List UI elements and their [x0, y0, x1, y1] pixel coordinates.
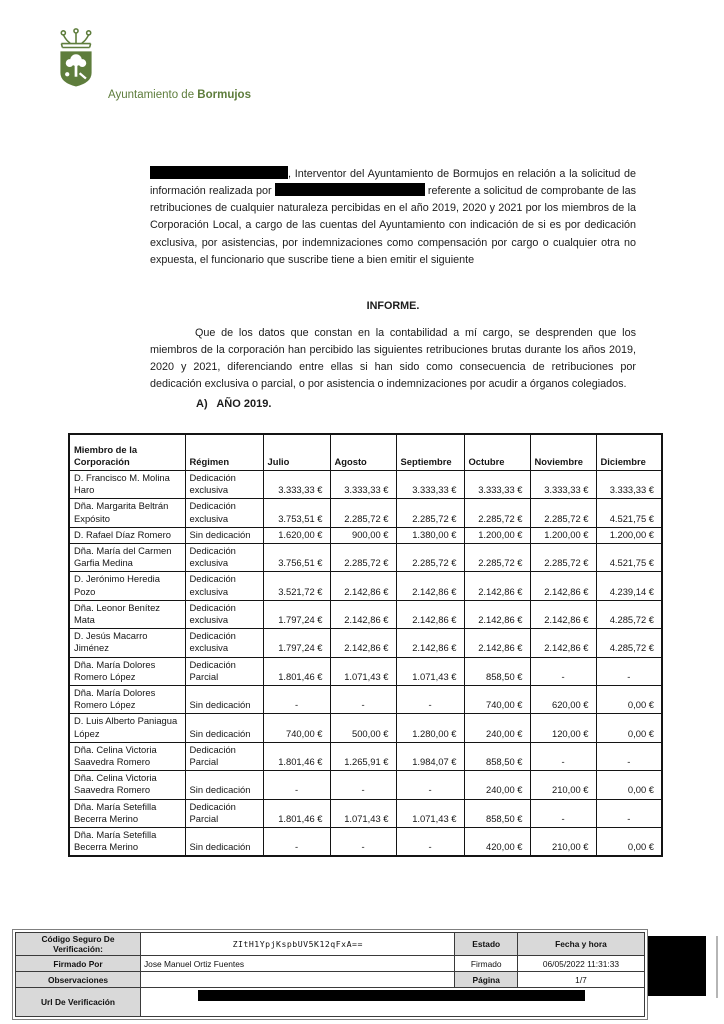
- member-name-cell: Dña. Leonor Benítez Mata: [69, 600, 185, 628]
- col-header-miembro: Miembro de la Corporación: [69, 434, 185, 471]
- table-row: [69, 544, 662, 572]
- amount-cell: 3.333,33 €: [530, 471, 596, 499]
- footer-row-observaciones: [16, 972, 645, 988]
- amount-cell: 2.142,86 €: [530, 600, 596, 628]
- ayuntamiento-logo: [56, 28, 251, 109]
- amount-cell: 3.333,33 €: [596, 471, 662, 499]
- amount-cell: 858,50 €: [464, 742, 530, 770]
- table-row: [69, 600, 662, 628]
- amount-cell: 1.200,00 €: [596, 527, 662, 543]
- pagina-value: 1/7: [517, 972, 644, 988]
- amount-cell: 2.142,86 €: [330, 629, 396, 657]
- member-name-cell: Dña. Celina Victoria Saavedra Romero: [69, 742, 185, 770]
- estado-value: Firmado: [455, 956, 517, 972]
- amount-cell: 2.285,72 €: [330, 499, 396, 527]
- amount-cell: 420,00 €: [464, 828, 530, 857]
- amount-cell: 240,00 €: [464, 714, 530, 742]
- firmado-por-label: Firmado Por: [16, 956, 141, 972]
- verification-footer: [12, 929, 648, 1020]
- amount-cell: 3.756,51 €: [263, 544, 330, 572]
- informe-heading: INFORME.: [366, 299, 420, 312]
- amount-cell: 1.801,46 €: [263, 799, 330, 827]
- verification-table: [15, 932, 645, 1017]
- footer-row-url: [16, 988, 645, 1017]
- amount-cell: 0,00 €: [596, 828, 662, 857]
- table-row: [69, 629, 662, 657]
- amount-cell: 0,00 €: [596, 686, 662, 714]
- amount-cell: 740,00 €: [263, 714, 330, 742]
- amount-cell: 2.285,72 €: [530, 544, 596, 572]
- observaciones-value: [140, 972, 455, 988]
- table-row: [69, 799, 662, 827]
- amount-cell: 3.333,33 €: [330, 471, 396, 499]
- amount-cell: 1.380,00 €: [396, 527, 464, 543]
- amount-cell: 2.142,86 €: [464, 600, 530, 628]
- amount-cell: -: [330, 686, 396, 714]
- regimen-cell: Dedicación Parcial: [185, 742, 263, 770]
- regimen-cell: Dedicación Parcial: [185, 657, 263, 685]
- amount-cell: 1.071,43 €: [330, 799, 396, 827]
- member-name-cell: Dña. María Dolores Romero López: [69, 657, 185, 685]
- retributions-table: [68, 433, 663, 857]
- amount-cell: 1.071,43 €: [330, 657, 396, 685]
- amount-cell: 0,00 €: [596, 771, 662, 799]
- salary-table-body: [69, 471, 662, 857]
- col-header-septiembre: Septiembre: [396, 434, 464, 471]
- table-header-row: [69, 434, 662, 471]
- fecha-value: 06/05/2022 11:31:33: [517, 956, 644, 972]
- amount-cell: 3.753,51 €: [263, 499, 330, 527]
- regimen-cell: Dedicación exclusiva: [185, 629, 263, 657]
- amount-cell: -: [330, 828, 396, 857]
- regimen-cell: Dedicación exclusiva: [185, 471, 263, 499]
- col-header-julio: Julio: [263, 434, 330, 471]
- amount-cell: 1.280,00 €: [396, 714, 464, 742]
- logo-text: [108, 89, 251, 101]
- amount-cell: -: [530, 799, 596, 827]
- regimen-cell: Sin dedicación: [185, 714, 263, 742]
- amount-cell: -: [263, 771, 330, 799]
- footer-row-firmado: [16, 956, 645, 972]
- member-name-cell: Dña. María Setefilla Becerra Merino: [69, 799, 185, 827]
- member-name-cell: Dña. María del Carmen Garfia Medina: [69, 544, 185, 572]
- table-row: [69, 527, 662, 543]
- amount-cell: -: [263, 828, 330, 857]
- intro-paragraph: [150, 166, 636, 269]
- pagina-label: Página: [455, 972, 517, 988]
- amount-cell: 210,00 €: [530, 771, 596, 799]
- amount-cell: 1.620,00 €: [263, 527, 330, 543]
- estado-label: Estado: [455, 933, 517, 956]
- table-row: [69, 499, 662, 527]
- redaction-bar-name: [150, 166, 288, 179]
- table-row: [69, 471, 662, 499]
- amount-cell: 1.200,00 €: [530, 527, 596, 543]
- amount-cell: 4.521,75 €: [596, 544, 662, 572]
- amount-cell: 3.333,33 €: [396, 471, 464, 499]
- member-name-cell: Dña. María Dolores Romero López: [69, 686, 185, 714]
- intro-text-part2: referente a solicitud de comprobante de las retribuciones de cualquier naturaleza percibidas en el año 2019, 2020 y 2021 por los miembros de la Corporación Local, a cargo de las cuentas del Ayuntamiento con indicación de si es por dedicación exclusiva, por asistencias, por indemnizaciones como compensación por cargo o cualquier otra no expuesta, el funcionario que suscribe tiene a bien emitir el siguiente: [150, 185, 636, 266]
- amount-cell: 1.801,46 €: [263, 657, 330, 685]
- amount-cell: -: [396, 771, 464, 799]
- amount-cell: 740,00 €: [464, 686, 530, 714]
- amount-cell: 2.142,86 €: [330, 600, 396, 628]
- amount-cell: -: [330, 771, 396, 799]
- regimen-cell: Dedicación exclusiva: [185, 499, 263, 527]
- amount-cell: 2.285,72 €: [464, 544, 530, 572]
- page-edge-mark: [716, 936, 718, 998]
- table-row: [69, 657, 662, 685]
- bormujos-crest-icon: [56, 28, 96, 109]
- logo-text-regular: Ayuntamiento de: [108, 89, 198, 101]
- col-header-noviembre: Noviembre: [530, 434, 596, 471]
- amount-cell: 1.071,43 €: [396, 799, 464, 827]
- col-header-regimen: Régimen: [185, 434, 263, 471]
- amount-cell: 4.285,72 €: [596, 600, 662, 628]
- amount-cell: 0,00 €: [596, 714, 662, 742]
- url-value-cell: [140, 988, 644, 1017]
- regimen-cell: Sin dedicación: [185, 828, 263, 857]
- amount-cell: 4.521,75 €: [596, 499, 662, 527]
- regimen-cell: Sin dedicación: [185, 686, 263, 714]
- amount-cell: 210,00 €: [530, 828, 596, 857]
- amount-cell: 4.239,14 €: [596, 572, 662, 600]
- amount-cell: 2.142,86 €: [464, 572, 530, 600]
- table-row: [69, 742, 662, 770]
- amount-cell: 2.285,72 €: [464, 499, 530, 527]
- amount-cell: -: [596, 799, 662, 827]
- amount-cell: 4.285,72 €: [596, 629, 662, 657]
- footer-row-csv: [16, 933, 645, 956]
- amount-cell: 1.071,43 €: [396, 657, 464, 685]
- amount-cell: 2.142,86 €: [464, 629, 530, 657]
- amount-cell: 2.142,86 €: [396, 572, 464, 600]
- amount-cell: -: [530, 742, 596, 770]
- amount-cell: 1.797,24 €: [263, 600, 330, 628]
- url-label: Url De Verificación: [16, 988, 141, 1017]
- intro-text-part1: , Interventor del Ayuntamiento de Bormujos en relación a la solicitud de información realizada por: [150, 167, 636, 197]
- col-header-agosto: Agosto: [330, 434, 396, 471]
- amount-cell: 1.797,24 €: [263, 629, 330, 657]
- amount-cell: -: [596, 657, 662, 685]
- amount-cell: 1.200,00 €: [464, 527, 530, 543]
- member-name-cell: Dña. María Setefilla Becerra Merino: [69, 828, 185, 857]
- observaciones-label: Observaciones: [16, 972, 141, 988]
- csv-label: Código Seguro De Verificación:: [16, 933, 141, 956]
- amount-cell: 3.333,33 €: [263, 471, 330, 499]
- table-row: [69, 714, 662, 742]
- member-name-cell: Dña. Celina Victoria Saavedra Romero: [69, 771, 185, 799]
- amount-cell: 2.285,72 €: [396, 499, 464, 527]
- amount-cell: 2.285,72 €: [330, 544, 396, 572]
- qr-code-redacted: [648, 936, 706, 996]
- amount-cell: 3.521,72 €: [263, 572, 330, 600]
- regimen-cell: Dedicación Parcial: [185, 799, 263, 827]
- fecha-label: Fecha y hora: [517, 933, 644, 956]
- csv-value: ZItH1YpjKspbUV5K12qFxA==: [140, 933, 455, 956]
- col-header-diciembre: Diciembre: [596, 434, 662, 471]
- amount-cell: 900,00 €: [330, 527, 396, 543]
- member-name-cell: D. Rafael Díaz Romero: [69, 527, 185, 543]
- table-row: [69, 572, 662, 600]
- amount-cell: 2.142,86 €: [530, 629, 596, 657]
- amount-cell: 858,50 €: [464, 799, 530, 827]
- amount-cell: 2.142,86 €: [330, 572, 396, 600]
- table-row: [69, 771, 662, 799]
- section-heading-ano-2019: A) AÑO 2019.: [196, 398, 272, 410]
- amount-cell: 2.142,86 €: [530, 572, 596, 600]
- amount-cell: 120,00 €: [530, 714, 596, 742]
- member-name-cell: D. Luis Alberto Paniagua López: [69, 714, 185, 742]
- firmado-por-value: Jose Manuel Ortiz Fuentes: [140, 956, 455, 972]
- regimen-cell: Dedicación exclusiva: [185, 600, 263, 628]
- member-name-cell: D. Jesús Macarro Jiménez: [69, 629, 185, 657]
- amount-cell: 500,00 €: [330, 714, 396, 742]
- logo-text-bold: Bormujos: [197, 89, 251, 101]
- member-name-cell: D. Jerónimo Heredia Pozo: [69, 572, 185, 600]
- amount-cell: -: [396, 828, 464, 857]
- col-header-octubre: Octubre: [464, 434, 530, 471]
- amount-cell: 1.801,46 €: [263, 742, 330, 770]
- amount-cell: 3.333,33 €: [464, 471, 530, 499]
- amount-cell: -: [596, 742, 662, 770]
- regimen-cell: Dedicación exclusiva: [185, 544, 263, 572]
- amount-cell: 2.285,72 €: [530, 499, 596, 527]
- amount-cell: -: [530, 657, 596, 685]
- amount-cell: 1.265,91 €: [330, 742, 396, 770]
- redaction-bar-requester: [275, 183, 425, 196]
- amount-cell: 858,50 €: [464, 657, 530, 685]
- amount-cell: -: [396, 686, 464, 714]
- amount-cell: 240,00 €: [464, 771, 530, 799]
- amount-cell: 2.285,72 €: [396, 544, 464, 572]
- member-name-cell: Dña. Margarita Beltrán Expósito: [69, 499, 185, 527]
- amount-cell: -: [263, 686, 330, 714]
- body-paragraph: Que de los datos que constan en la contabilidad a mí cargo, se desprenden que los miembros de la corporación han percibido las siguientes retribuciones brutas durante los años 2019, 2020 y 2021, diferenciando entre ellas si han sido como consecuencia de retribuciones por dedicación exclusiva o parcial, o por asistencia o indemnizaciones por acudir a órganos colegiados.: [150, 326, 636, 391]
- amount-cell: 1.984,07 €: [396, 742, 464, 770]
- amount-cell: 2.142,86 €: [396, 600, 464, 628]
- regimen-cell: Sin dedicación: [185, 771, 263, 799]
- amount-cell: 620,00 €: [530, 686, 596, 714]
- regimen-cell: Sin dedicación: [185, 527, 263, 543]
- member-name-cell: D. Francisco M. Molina Haro: [69, 471, 185, 499]
- amount-cell: 2.142,86 €: [396, 629, 464, 657]
- table-row: [69, 828, 662, 857]
- redaction-bar-url: [198, 990, 585, 1001]
- regimen-cell: Dedicación exclusiva: [185, 572, 263, 600]
- table-row: [69, 686, 662, 714]
